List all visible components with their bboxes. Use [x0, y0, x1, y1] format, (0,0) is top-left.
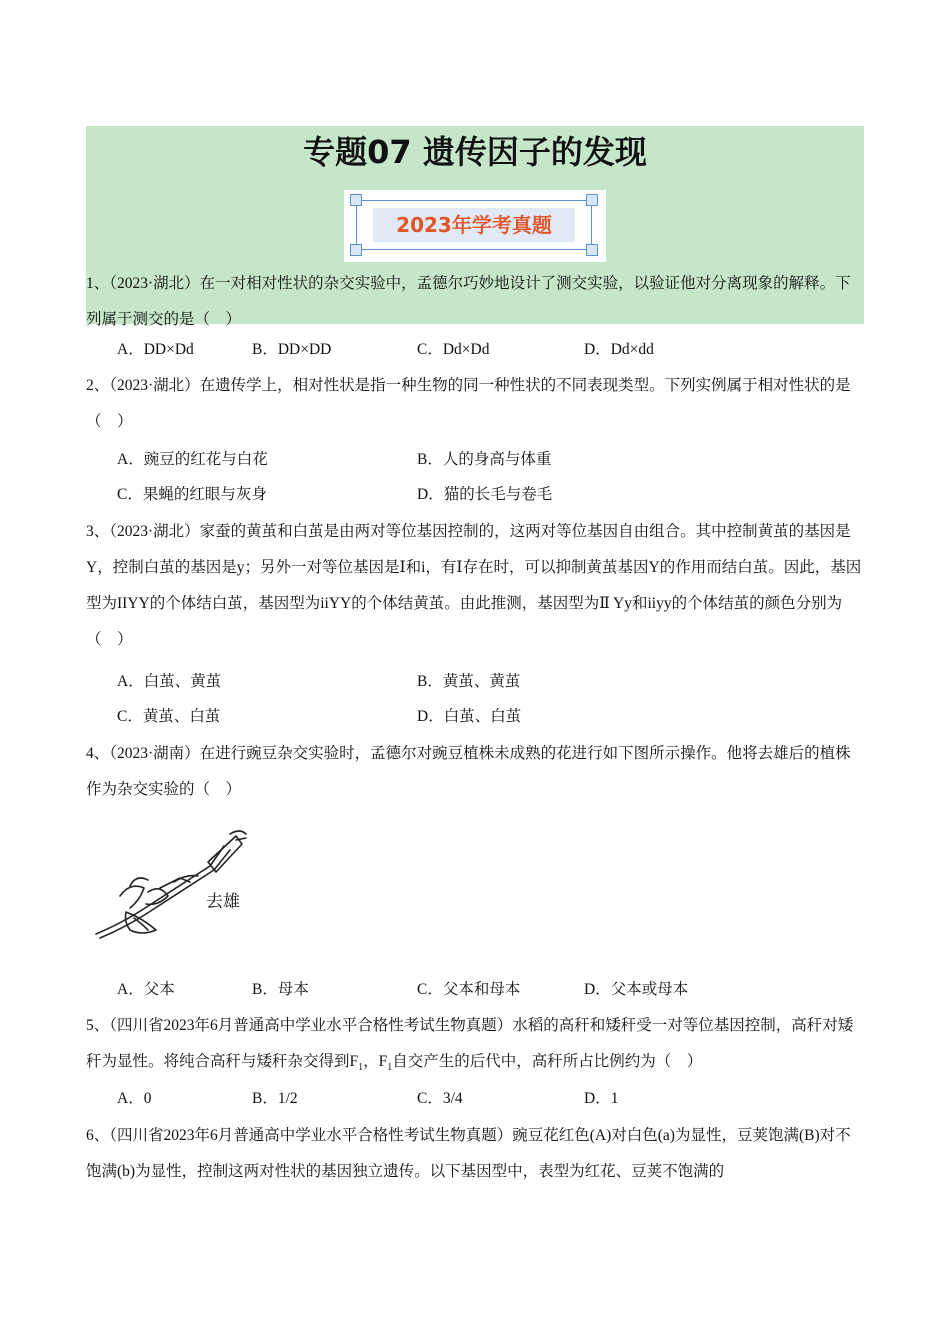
question-3-option-b[interactable]: B．黄茧、黄茧 [417, 673, 521, 690]
section-badge [344, 190, 606, 262]
question-1-option-d[interactable]: D．Dd×dd [584, 341, 654, 358]
question-5-stem: 5、（四川省2023年6月普通高中学业水平合格性考试生物真题）水稻的高秆和矮秆受一对等位基因控制，高秆对矮秆为显性。将纯合高秆与矮秆杂交得到$F_1$，$F_1$自交产生的后代中，高秆所占比例约为（ ） [86, 1017, 854, 1074]
question-3-option-d[interactable]: D．白茧、白茧 [417, 708, 522, 725]
question-4-option-d[interactable]: D．父本或母本 [584, 981, 689, 998]
question-3-option-c[interactable]: C．黄茧、白茧 [117, 708, 221, 725]
question-5-option-c[interactable]: C．3/4 [417, 1090, 463, 1107]
question-1-option-b[interactable]: B．DD×DD [252, 341, 332, 358]
question-2-option-b[interactable]: B．人的身高与体重 [417, 451, 552, 468]
question-1-stem: 1、（2023·湖北）在一对相对性状的杂交实验中，孟德尔巧妙地设计了测交实验，以验证他对分离现象的解释。下列属于测交的是（ ） [86, 275, 851, 328]
question-2-option-d[interactable]: D．猫的长毛与卷毛 [417, 486, 553, 503]
emasculation-figure [90, 826, 260, 946]
question-2-option-a[interactable]: A．豌豆的红花与白花 [117, 451, 268, 468]
question-4-option-c[interactable]: C．父本和母本 [417, 981, 521, 998]
question-4-option-b[interactable]: B．母本 [252, 981, 309, 998]
question-1-option-c[interactable]: C．Dd×Dd [417, 341, 490, 358]
figure-label: 去雄 [206, 892, 240, 912]
question-3-option-a[interactable]: A．白茧、黄茧 [117, 673, 222, 690]
question-3-stem: 3、（2023·湖北）家蚕的黄茧和白茧是由两对等位基因控制的，这两对等位基因自由组合。其中控制黄茧的基因是Y，控制白茧的基因是y；另外一对等位基因是Ⅰ和i，有Ⅰ存在时，可以抑制黄茧基因Y的作用而结白茧。因此，基因型为IIYY的个体结白茧，基因型为iiYY的个体结黄茧。由此推测，基因型为Ⅱ Yy和iiyy的个体结茧的颜色分别为（ ） [86, 523, 862, 648]
badge-text: 2023年学考真题 [373, 208, 575, 242]
badge-frame [356, 200, 592, 250]
question-4-stem: 4、（2023·湖南）在进行豌豆杂交实验时，孟德尔对豌豆植株未成熟的花进行如下图所示操作。他将去雄后的植株作为杂交实验的（ ） [86, 745, 851, 798]
question-5-option-b[interactable]: B．1/2 [252, 1090, 298, 1107]
question-6-stem: 6、（四川省2023年6月普通高中学业水平合格性考试生物真题）豌豆花红色(A)对白色(a)为显性，豆荚饱满(B)对不饱满(b)为显性，控制这两对性状的基因独立遗传。以下基因型中，表型为红花、豆荚不饱满的 [86, 1127, 851, 1180]
page-title: 专题07 遗传因子的发现 [303, 133, 647, 171]
question-2-option-c[interactable]: C．果蝇的红眼与灰身 [117, 486, 267, 503]
question-5-option-a[interactable]: A．0 [117, 1090, 152, 1107]
question-5-option-d[interactable]: D．1 [584, 1090, 619, 1107]
question-4-option-a[interactable]: A．父本 [117, 981, 175, 998]
question-2-stem: 2、（2023·湖北）在遗传学上，相对性状是指一种生物的同一种性状的不同表现类型。下列实例属于相对性状的是（ ） [86, 377, 851, 430]
question-1-option-a[interactable]: A．DD×Dd [117, 341, 194, 358]
